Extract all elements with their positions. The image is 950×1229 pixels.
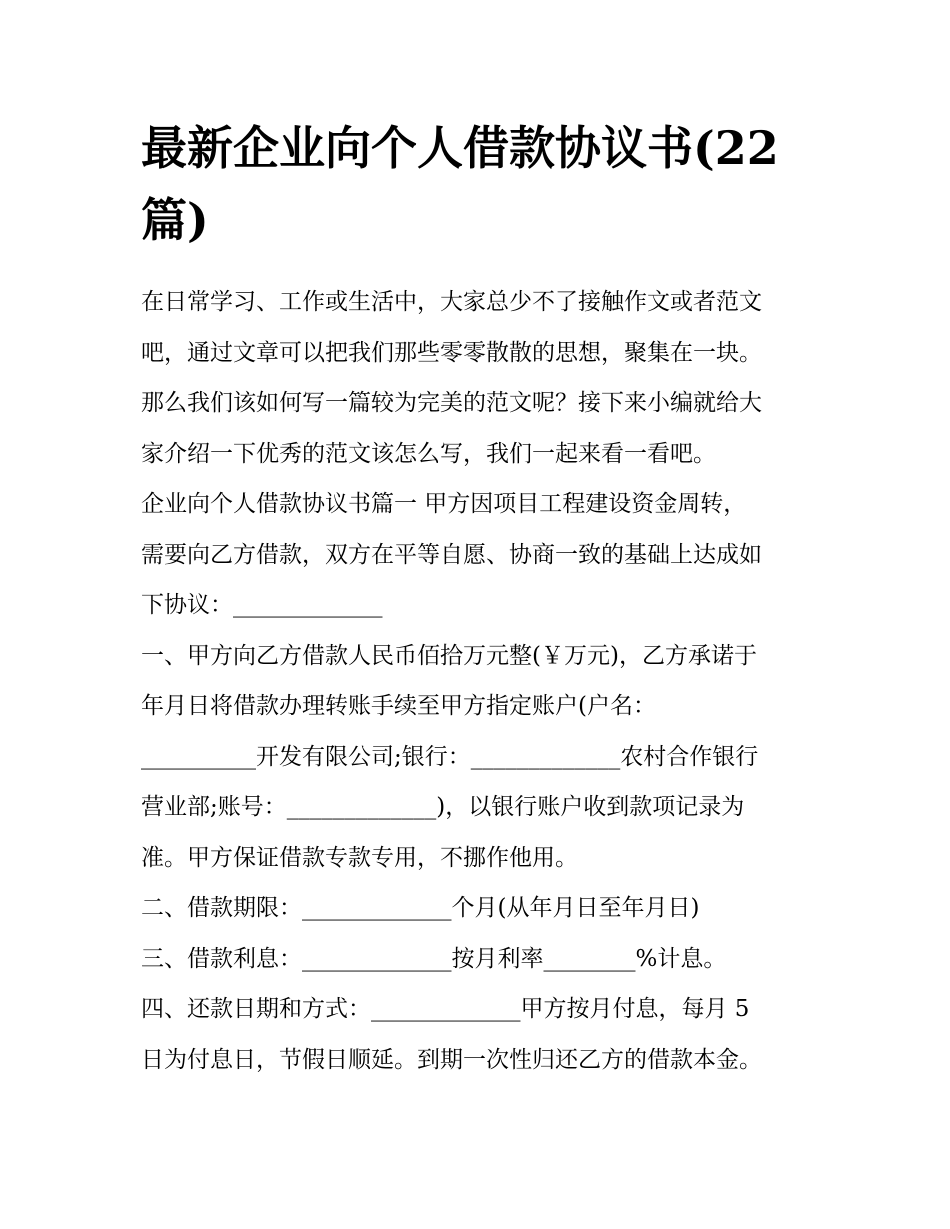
body-line: 年月日将借款办理转账手续至甲方指定账户(户名： (141, 693, 656, 719)
body-line: 家介绍一下优秀的范文该怎么写，我们一起来看一看吧。 (141, 440, 716, 467)
body-line: __________开发有限公司;银行：_____________农村合作银行 (141, 743, 759, 770)
body-line: 那么我们该如何写一篇较为完美的范文呢？接下来小编就给大 (141, 390, 762, 416)
document-title: 最新企业向个人借款协议书(22篇) (141, 121, 779, 247)
body-line: 三、借款利息：_____________按月利率________%计息。 (141, 945, 727, 972)
document-body (141, 277, 816, 1085)
body-line: 二、借款期限：_____________个月(从年月日至年月日) (141, 895, 700, 921)
body-line: 在日常学习、工作或生活中，大家总少不了接触作文或者范文 (141, 289, 762, 315)
body-line: 企业向个人借款协议书篇一 甲方因项目工程建设资金周转， (141, 491, 747, 517)
body-line: 准。甲方保证借款专款专用，不挪作他用。 (141, 844, 578, 871)
body-line: 吧，通过文章可以把我们那些零零散散的思想，聚集在一块。 (141, 339, 762, 366)
body-line: 需要向乙方借款，双方在平等自愿、协商一致的基础上达成如 (141, 541, 762, 568)
body-line: 营业部;账号：_____________)，以银行账户收到款项记录为 (141, 794, 745, 820)
body-line: 日为付息日，节假日顺延。到期一次性归还乙方的借款本金。 (141, 1046, 762, 1073)
body-line: 一、甲方向乙方借款人民币佰拾万元整(￥万元)，乙方承诺于 (141, 642, 757, 669)
body-line: 下协议：_____________ (141, 592, 383, 618)
body-line: 四、还款日期和方式：_____________甲方按月付息，每月 5 (141, 996, 750, 1022)
